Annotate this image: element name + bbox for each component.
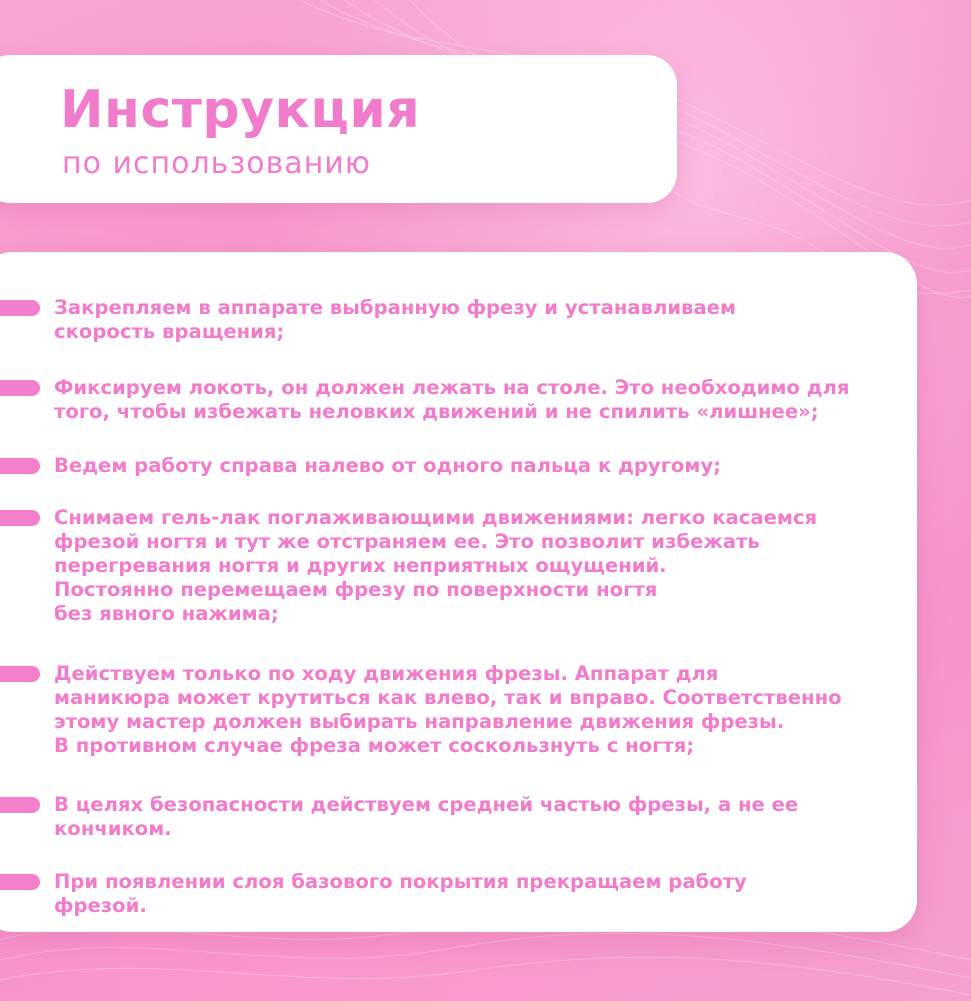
- bullet-marker: [0, 666, 40, 682]
- instruction-text: В целях безопасности действуем средней частью фрезы, а не ее кончиком.: [54, 793, 799, 840]
- bullet-marker: [0, 458, 40, 474]
- bullet-marker: [0, 510, 40, 526]
- instruction-text: Закрепляем в аппарате выбранную фрезу и устанавливаем скорость вращения;: [54, 296, 736, 343]
- instruction-text: При появлении слоя базового покрытия прекращаем работу фрезой.: [54, 870, 747, 917]
- instruction-text: Действуем только по ходу движения фрезы. Аппарат для маникюра может крутиться как влево, так и вправо. Соответственно этому мастер должен выбирать направление движения фрезы. В противном случае фреза может соскользнуть с ногтя;: [54, 662, 842, 757]
- page-subtitle: по использованию: [62, 146, 372, 181]
- bullet-marker: [0, 300, 40, 316]
- instruction-text: Ведем работу справа налево от одного пальца к другому;: [54, 454, 722, 477]
- instruction-text: Фиксируем локоть, он должен лежать на столе. Это необходимо для того, чтобы избежать неловких движений и не спилить «лишнее»;: [54, 376, 850, 423]
- bullet-marker: [0, 380, 40, 396]
- bullet-marker: [0, 797, 40, 813]
- instruction-text: Снимаем гель-лак поглаживающими движениями: легко касаемся фрезой ногтя и тут же отстраняем ее. Это позволит избежать перегревания ногтя и других неприятных ощущений. Постоянно перемещаем фрезу по поверхности ногтя без явного нажима;: [54, 506, 818, 625]
- bullet-marker: [0, 874, 40, 890]
- page-title: Инструкция: [60, 80, 421, 140]
